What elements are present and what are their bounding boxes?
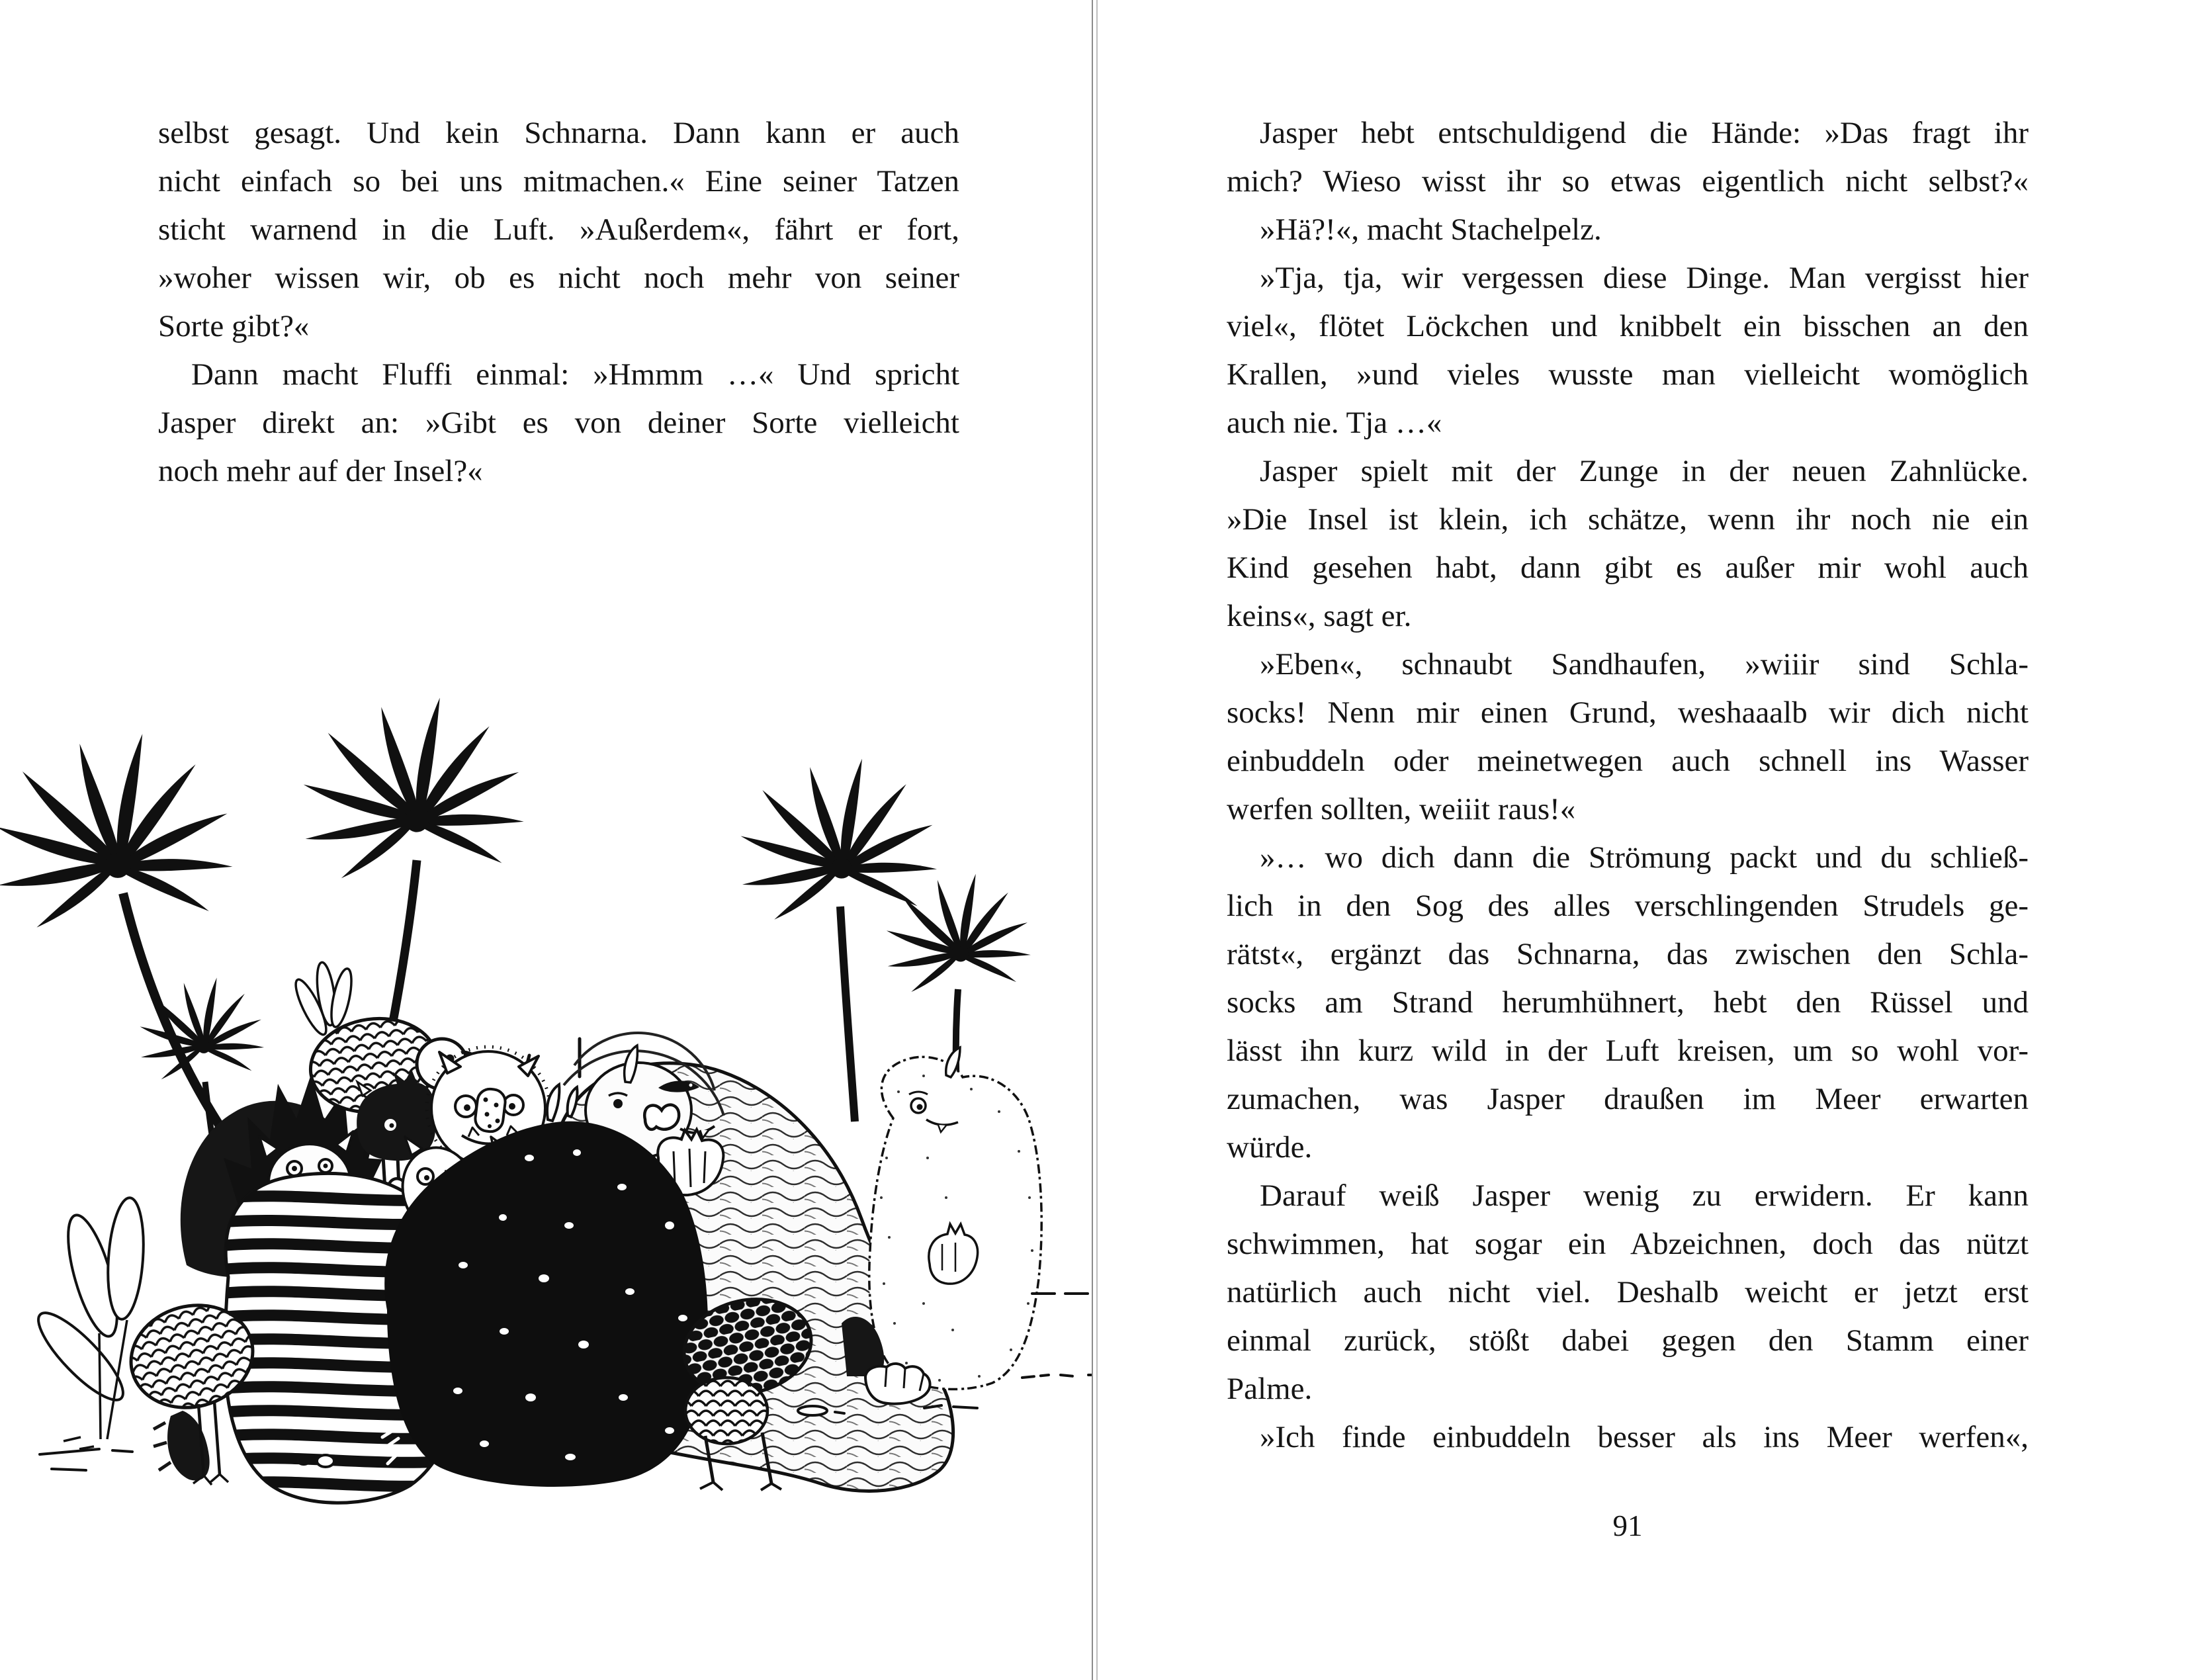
text-line: selbst gesagt. Und kein Schnarna. Dann kann er auch [158, 116, 959, 150]
text-line: Sorte gibt?« [158, 309, 310, 343]
text-line: »… wo dich dann die Strömung packt und du schließ- [1260, 840, 2029, 875]
text-line: sticht warnend in die Luft. »Außerdem«, fährt er fort, [158, 212, 959, 247]
text-line: »woher wissen wir, ob es nicht noch mehr von seiner [158, 261, 959, 295]
text-line: lässt ihn kurz wild in der Luft kreisen, um so wohl vor- [1227, 1034, 2029, 1068]
text-line: socks am Strand herumhühnert, hebt den Rüssel und [1227, 985, 2029, 1020]
text-line: Krallen, »und vieles wusste man vielleicht womöglich [1227, 357, 2029, 392]
text-line: »Eben«, schnaubt Sandhaufen, »wiiir sind Schla- [1260, 647, 2029, 682]
text-line: noch mehr auf der Insel?« [158, 454, 483, 488]
left-page-text [158, 109, 959, 496]
text-line: rätst«, ergänzt das Schnarna, das zwischen den Schla- [1227, 937, 2029, 971]
text-line: auch nie. Tja …« [1227, 406, 1442, 440]
text-line: einmal zurück, stößt dabei gegen den Stamm einer [1227, 1323, 2029, 1358]
page-gutter [1092, 0, 1098, 1680]
text-line: Jasper hebt entschuldigend die Hände: »Das fragt ihr [1260, 116, 2029, 150]
text-line: Darauf weiß Jasper wenig zu erwidern. Er kann [1260, 1178, 2029, 1213]
text-line: »Tja, tja, wir vergessen diese Dinge. Man vergisst hier [1260, 261, 2029, 295]
text-line: Jasper spielt mit der Zunge in der neuen Zahnlücke. [1260, 454, 2029, 488]
text-line: keins«, sagt er. [1227, 599, 1412, 633]
page-number: 91 [1612, 1509, 1643, 1542]
text-line: mich? Wieso wisst ihr so etwas eigentlich nicht selbst?« [1227, 164, 2029, 199]
fluffy-monster [869, 1047, 1041, 1390]
text-line: »Hä?!«, macht Stachelpelz. [1260, 212, 1602, 247]
text-line: nicht einfach so bei uns mitmachen.« Eine seiner Tatzen [158, 164, 959, 199]
text-line: lich in den Sog des alles verschlingenden Strudels ge- [1227, 889, 2029, 923]
text-line: »Ich finde einbuddeln besser als ins Meer werfen«, [1260, 1420, 2029, 1454]
plant-leaves [28, 1196, 147, 1449]
text-line: »Die Insel ist klein, ich schätze, wenn ihr noch nie ein [1227, 502, 2029, 537]
text-line: Dann macht Fluffi einmal: »Hmmm …« Und spricht [191, 357, 959, 392]
text-line: zumachen, was Jasper draußen im Meer erwarten [1227, 1082, 2029, 1116]
text-line: socks! Nenn mir einen Grund, weshaaalb wir dich nicht [1227, 695, 2029, 730]
text-line: würde. [1227, 1130, 1313, 1165]
text-line: viel«, flötet Löckchen und knibbelt ein bisschen an den [1227, 309, 2029, 343]
text-line: einbuddeln oder meinetwegen auch schnell ins Wasser [1227, 744, 2029, 778]
illustration-monster-group [0, 695, 1094, 1555]
text-line: natürlich auch nicht viel. Deshalb weicht er jetzt erst [1227, 1275, 2029, 1309]
text-line: Jasper direkt an: »Gibt es von deiner Sorte vielleicht [158, 406, 959, 440]
text-line: werfen sollten, weiiit raus!« [1227, 792, 1576, 826]
text-line: Kind gesehen habt, dann gibt es außer mir wohl auch [1227, 551, 2029, 585]
text-line: Palme. [1227, 1372, 1313, 1406]
right-page-text [1227, 109, 2029, 1462]
text-line: schwimmen, hat sogar ein Abzeichnen, doch das nützt [1227, 1227, 2029, 1261]
